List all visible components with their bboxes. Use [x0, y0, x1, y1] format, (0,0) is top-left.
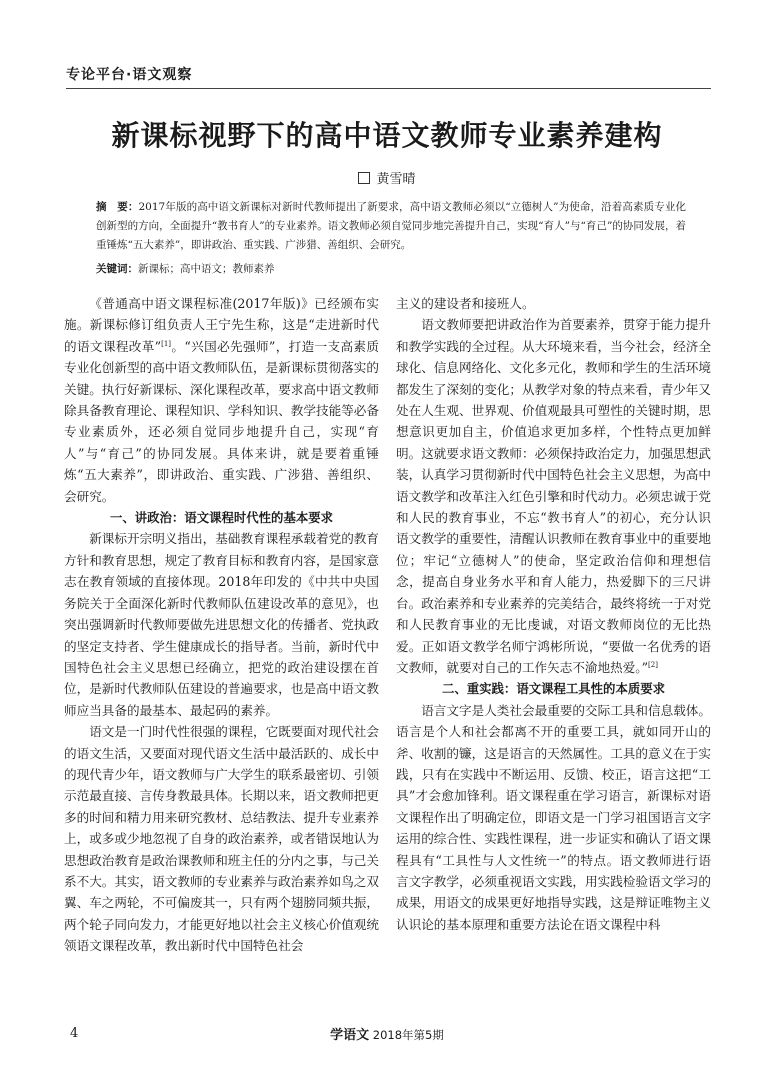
- header-divider: [66, 88, 711, 89]
- citation-ref: [1]: [161, 339, 172, 348]
- author-name: 黄雪晴: [376, 172, 416, 187]
- paragraph: 语言文字是人类社会最重要的交际工具和信息载体。语言是个人和社会都离不开的重要工具，就如同开山的斧、收割的镰，这是语言的天然属性。工具的意义在于实践，只有在实践中不断运用、反馈、校正，语言这把“工具”才会愈加锋利。语文课程重在学习语言，新课标对语文课程作出了明确定位，即语文是一门学习祖国语言文字运用的综合性、实践性课程，进一步证实和确认了语文课程具有“工具性与人文性统一”的特点。语文教师进行语言文字教学，必须重视语文实践，用实践检验语文学习的成果，用语文的成果更好地指导实践，这是辩证唯物主义认识论的基本原理和重要方法论在语文课程中科: [396, 702, 711, 932]
- paragraph-text: 语文教师要把讲政治作为首要素养，贯穿于能力提升和教学实践的全过程。从大环境来看，当今社会，经济全球化、信息网络化、文化多元化，教师和学生的生活环境都发生了深刻的变化；从教学对象的特点来看，青少年又处在人生观、世界观、价值观最具可塑性的关键时期，思想意识更加自主，价值追求更加多样，个性特点更加鲜明。这就要求语文教师：必须保持政治定力，加强思想武装，认真学习贯彻新时代中国特色社会主义思想，为高中语文教学和改革注入红色引擎和时代动力。必须忠诚于党和人民的教育事业，不忘“教书育人”的初心，充分认识语文教学的重要性，清醒认识教师在教育事业中的重要地位；牢记“立德树人”的使命，坚定政治信仰和理想信念，提高自身业务水平和育人能力，热爱脚下的三尺讲台。政治素养和专业素养的完美结合，最终将统一于对党和人民教育事业的无比虔诚，对语文教师岗位的无比热爱。正如语文教学名师宁鸿彬所说，“要做一名优秀的语文教师，就要对自己的工作矢志不渝地热爱。”: [396, 317, 711, 675]
- keywords-label: 关键词：: [96, 263, 138, 275]
- section-header: 专论平台·语文观察: [66, 67, 193, 83]
- left-column: [64, 293, 379, 957]
- keywords-text: 新课标；高中语文；教师素养: [138, 263, 275, 275]
- abstract-text: 2017年版的高中语文新课标对新时代教师提出了新要求，高中语文教师必须以“立德树人”为使命，沿着高素质专业化创新型的方向，全面提升“教书育人”的专业素养。语文教师必须自觉同步地完善提升自己，实现“育人”与“育己”的协同发展，着重锤炼“五大素养”，即讲政治、重实践、广涉猎、善组织、会研究。: [96, 201, 686, 251]
- paragraph: [396, 314, 711, 678]
- keywords: [96, 260, 686, 279]
- abstract: [96, 198, 686, 255]
- paragraph: 语文是一门时代性很强的课程，它既要面对现代社会的语文生活，又要面对现代语文生活中最活跃的、成长中的现代青少年，语文教师与广大学生的联系最密切、引领示范最直接、言传身教最具体。长期以来，语文教师把更多的时间和精力用来研究教材、总结教法、提升专业素养上，或多或少地忽视了自身的政治素养，或者错误地认为思想政治教育是政治课教师和班主任的分内之事，与己关系不大。其实，语文教师的专业素养与政治素养如鸟之双翼、车之两轮，不可偏废其一，只有两个翅膀同频共振，两个轮子同向发力，才能更好地以社会主义核心价值观统领语文课程改革，教出新时代中国特色社会: [64, 724, 379, 954]
- section-heading: 二、重实践：语文课程工具性的本质要求: [441, 681, 666, 697]
- article-title: 新课标视野下的高中语文教师专业素养建构: [111, 119, 663, 152]
- paragraph: 主义的建设者和接班人。: [396, 296, 535, 311]
- paragraph: 新课标开宗明义指出，基础教育课程承载着党的教育方针和教育思想，规定了教育目标和教育内容，是国家意志在教育领域的直接体现。2018年印发的《中共中央国务院关于全面深化新时代教师队伍建设改革的意见》，也突出强调新时代教师要做先进思想文化的传播者、党执政的坚定支持者、学生健康成长的指导者。当前，新时代中国特色社会主义思想已经确立，把党的政治建设摆在首位，是新时代教师队伍建设的普遍要求，也是高中语文教师应当具备的最基本、最起码的素养。: [64, 531, 379, 718]
- journal-footer: [0, 1024, 774, 1043]
- checkbox-square-icon: [358, 172, 370, 184]
- paragraph-text: 《普通高中语文课程标准(2017年版)》已经颁布实施。新课标修订组负责人王宁先生称，这是“走进新时代的语文课程改革”: [64, 296, 379, 354]
- section-heading: 一、讲政治：语文课程时代性的基本要求: [109, 510, 334, 526]
- paragraph-text: 。“兴国必先强师”，打造一支高素质专业化创新型的高中语文教师队伍，是新课标贯彻落实的关键。执行好新课标、深化课程改革，要求高中语文教师除具备教育理论、课程知识、学科知识、教学技能等必备专业素质外，还必须自觉同步地提升自己，实现“育人”与“育己”的协同发展。具体来讲，就是要着重锤炼“五大素养”，即讲政治、重实践、广涉猎、善组织、会研究。: [64, 338, 379, 504]
- journal-issue: 2018年第5期: [369, 1028, 444, 1042]
- paragraph: [64, 293, 379, 507]
- right-column: [396, 293, 711, 935]
- abstract-label: 摘 要：: [96, 201, 139, 213]
- citation-ref: [2]: [648, 660, 658, 669]
- author-line: [0, 168, 774, 187]
- journal-name: 学语文: [330, 1028, 370, 1043]
- page-number: 4: [70, 1026, 79, 1041]
